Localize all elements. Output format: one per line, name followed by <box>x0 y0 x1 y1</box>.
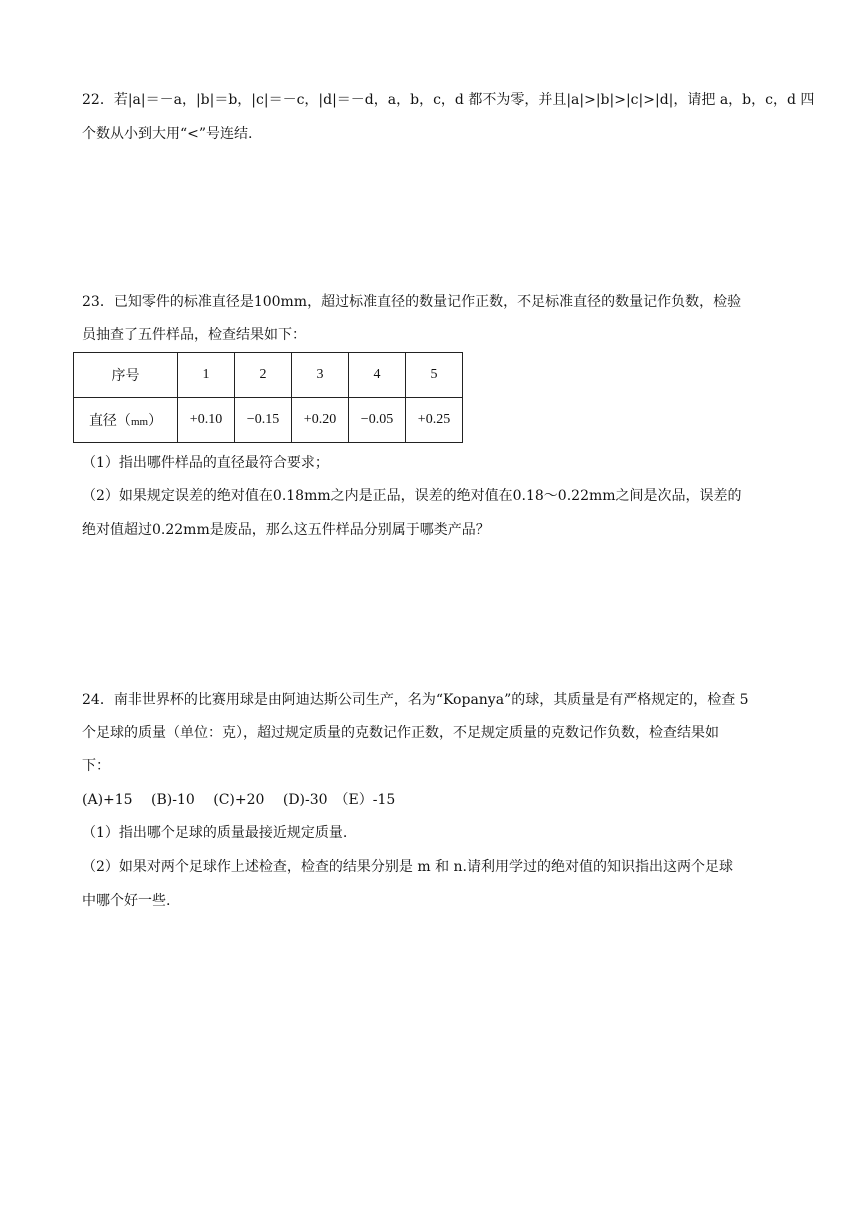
q23-sub-2-line-2: 绝对值超过0.22mm是废品，那么这五件样品分别属于哪类产品？ <box>82 522 490 538</box>
q22-line-2: 个数从小到大用“<”号连结. <box>82 126 253 142</box>
table-value-4: −0.05 <box>349 398 406 443</box>
q23-line-1: 23．已知零件的标准直径是100mm，超过标准直径的数量记作正数，不足标准直径的数量记作负数，检验 <box>82 294 742 310</box>
table-value-2: −0.15 <box>235 398 292 443</box>
q24-line-1: 24．南非世界杯的比赛用球是由阿迪达斯公司生产，名为“Kopanya”的球，其质量是有严格规定的，检查 5 <box>82 692 749 708</box>
table-cell-col-2: 2 <box>235 353 292 398</box>
table-cell-col-1: 1 <box>178 353 235 398</box>
table-row-diameter <box>74 398 463 443</box>
table-row-index <box>74 353 463 398</box>
q22-line-1: 22．若|a|＝－a，|b|＝b，|c|＝－c，|d|＝－d，a，b，c，d 都不为零，并且|a|>|b|>|c|>|d|，请把 a，b，c，d 四 <box>82 92 815 108</box>
sample-diameter-table <box>73 352 463 443</box>
q24-options: (A)+15 (B)-10 (C)+20 (D)-30 （E）-15 <box>82 792 396 808</box>
table-cell-col-4: 4 <box>349 353 406 398</box>
diameter-label: 直径（ <box>88 414 131 429</box>
table-value-1: +0.10 <box>178 398 235 443</box>
table-header-diameter <box>74 398 178 443</box>
diameter-unit: mm <box>130 416 149 428</box>
q24-line-3: 下： <box>82 758 110 774</box>
q24-sub-2-line-1: （2）如果对两个足球作上述检查，检查的结果分别是 m 和 n.请利用学过的绝对值的知识指出这两个足球 <box>82 859 733 875</box>
q23-sub-2-line-1: （2）如果规定误差的绝对值在0.18mm之内是正品，误差的绝对值在0.18～0.22mm之间是次品，误差的 <box>82 488 742 504</box>
table-value-5: +0.25 <box>406 398 463 443</box>
table-value-3: +0.20 <box>292 398 349 443</box>
q24-line-2: 个足球的质量（单位：克），超过规定质量的克数记作正数，不足规定质量的克数记作负数，检查结果如 <box>82 725 719 741</box>
q23-sub-1: （1）指出哪件样品的直径最符合要求； <box>82 455 329 471</box>
diameter-label-close: ） <box>148 414 163 429</box>
q24-sub-2-line-2: 中哪个好一些. <box>82 893 171 909</box>
q23-line-2: 员抽查了五件样品，检查结果如下： <box>82 327 306 343</box>
table-cell-col-5: 5 <box>406 353 463 398</box>
q24-sub-1: （1）指出哪个足球的质量最接近规定质量. <box>82 825 348 841</box>
table-header-index: 序号 <box>74 353 178 398</box>
table-cell-col-3: 3 <box>292 353 349 398</box>
